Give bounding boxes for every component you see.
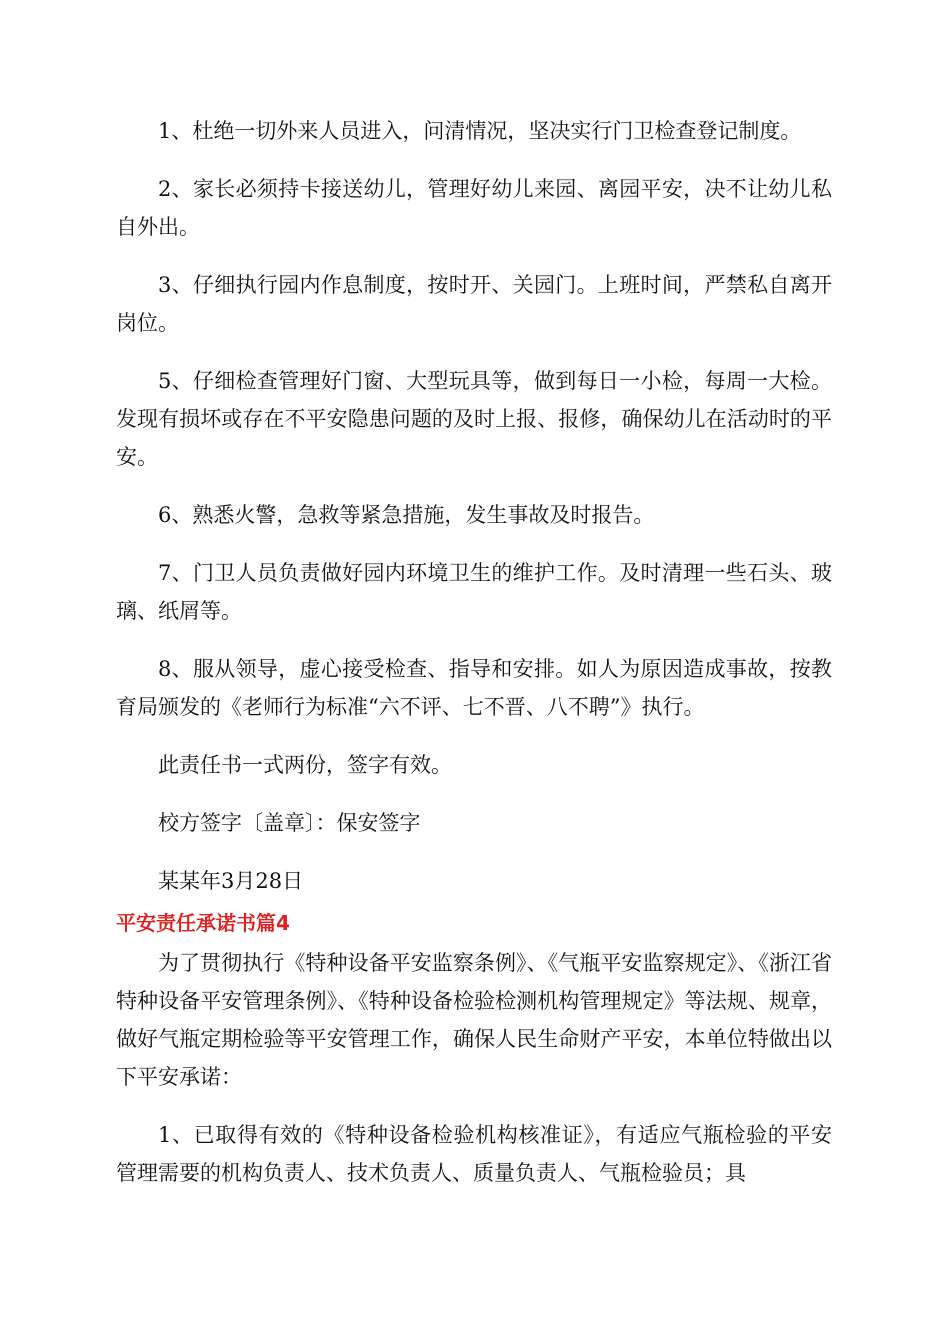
intro-paragraph: 为了贯彻执行《特种设备平安监察条例》、《气瓶平安监察规定》、《浙江省特种设备平安管理条例》、《特种设备检验检测机构管理规定》等法规、规章，做好气瓶定期检验等平安管理工作，确保人民生命财产平安，本单位特做出以下平安承诺： <box>116 951 832 1089</box>
section-heading: 平安责任承诺书篇4 <box>116 911 290 935</box>
clause-8: 8、服从领导，虚心接受检查、指导和安排。如人为原因造成事故，按教育局颁发的《老师行为标准“六不评、七不晋、八不聘”》执行。 <box>116 657 832 719</box>
copies-note: 此责任书一式两份，签字有效。 <box>158 753 452 777</box>
signature-line: 校方签字〔盖章〕：保安签字 <box>158 811 421 835</box>
clause-3: 3、仔细执行园内作息制度，按时开、关园门。上班时间，严禁私自离开岗位。 <box>116 273 832 335</box>
commitment-1: 1、已取得有效的《特种设备检验机构核准证》，有适应气瓶检验的平安管理需要的机构负责人、技术负责人、质量负责人、气瓶检验员；具 <box>116 1123 832 1185</box>
clause-1: 1、杜绝一切外来人员进入，问清情况，坚决实行门卫检查登记制度。 <box>158 119 802 143</box>
date-line: 某某年3月28日 <box>158 869 304 893</box>
clause-5: 5、仔细检查管理好门窗、大型玩具等，做到每日一小检，每周一大检。发现有损坏或存在不平安隐患问题的及时上报、报修，确保幼儿在活动时的平安。 <box>116 369 832 469</box>
clause-7: 7、门卫人员负责做好园内环境卫生的维护工作。及时清理一些石头、玻璃、纸屑等。 <box>116 561 832 623</box>
clause-6: 6、熟悉火警，急救等紧急措施，发生事故及时报告。 <box>158 503 655 527</box>
document-body <box>116 112 832 1212</box>
clause-2: 2、家长必须持卡接送幼儿，管理好幼儿来园、离园平安，决不让幼儿私自外出。 <box>116 177 832 239</box>
